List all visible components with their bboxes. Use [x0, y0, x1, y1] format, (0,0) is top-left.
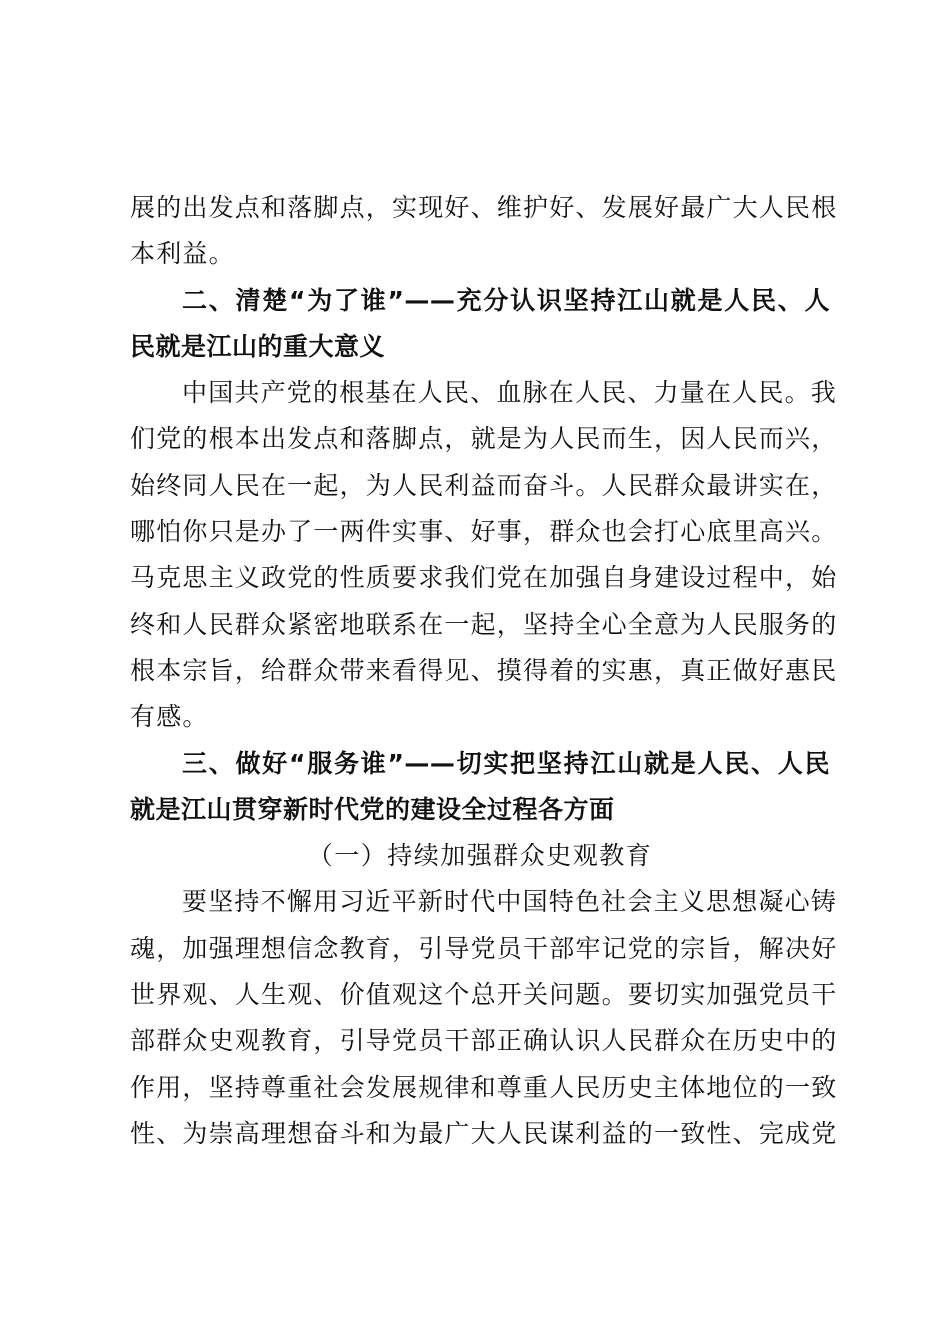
- section-heading: 民就是江山的重大意义: [130, 331, 386, 361]
- section-heading: 三、做好“服务谁”——切实把坚持江山就是人民、人民: [182, 748, 830, 778]
- section-heading: 就是江山贯穿新时代党的建设全过程各方面: [130, 794, 615, 824]
- paragraph-line: 有感。: [130, 702, 209, 732]
- paragraph-line: 哪怕你只是办了一两件实事、好事，群众也会打心底里高兴。: [130, 517, 838, 547]
- paragraph-line: 中国共产党的根基在人民、血脉在人民、力量在人民。我: [182, 378, 838, 408]
- subsection-heading: （一）持续加强群众史观教育: [307, 841, 653, 871]
- paragraph-line: 根本宗旨，给群众带来看得见、摸得着的实惠，真正做好惠民: [130, 655, 838, 685]
- paragraph-line: 展的出发点和落脚点，实现好、维护好、发展好最广大人民根: [130, 193, 838, 222]
- paragraph-line: 作用，坚持尊重社会发展规律和尊重人民历史主体地位的一致: [130, 1072, 838, 1102]
- paragraph-line: 终和人民群众紧密地联系在一起，坚持全心全意为人民服务的: [130, 609, 838, 639]
- paragraph-line: 始终同人民在一起，为人民利益而奋斗。人民群众最讲实在，: [130, 470, 838, 500]
- paragraph-line: 马克思主义政党的性质要求我们党在加强自身建设过程中，始: [130, 563, 838, 593]
- paragraph-line: 性、为崇高理想奋斗和为最广大人民谋利益的一致性、完成党: [130, 1118, 838, 1148]
- paragraph-line: 们党的根本出发点和落脚点，就是为人民而生，因人民而兴，: [130, 424, 838, 454]
- paragraph-line: 要坚持不懈用习近平新时代中国特色社会主义思想凝心铸: [182, 887, 838, 917]
- paragraph-line: 部群众史观教育，引导党员干部正确认识人民群众在历史中的: [130, 1026, 838, 1056]
- section-heading: 二、清楚“为了谁”——充分认识坚持江山就是人民、人: [182, 285, 830, 315]
- paragraph-line: 本利益。: [130, 239, 235, 269]
- paragraph-line: 世界观、人生观、价值观这个总开关问题。要切实加强党员干: [130, 980, 838, 1010]
- paragraph-line: 魂，加强理想信念教育，引导党员干部牢记党的宗旨，解决好: [130, 933, 838, 963]
- document-body: [130, 185, 838, 1157]
